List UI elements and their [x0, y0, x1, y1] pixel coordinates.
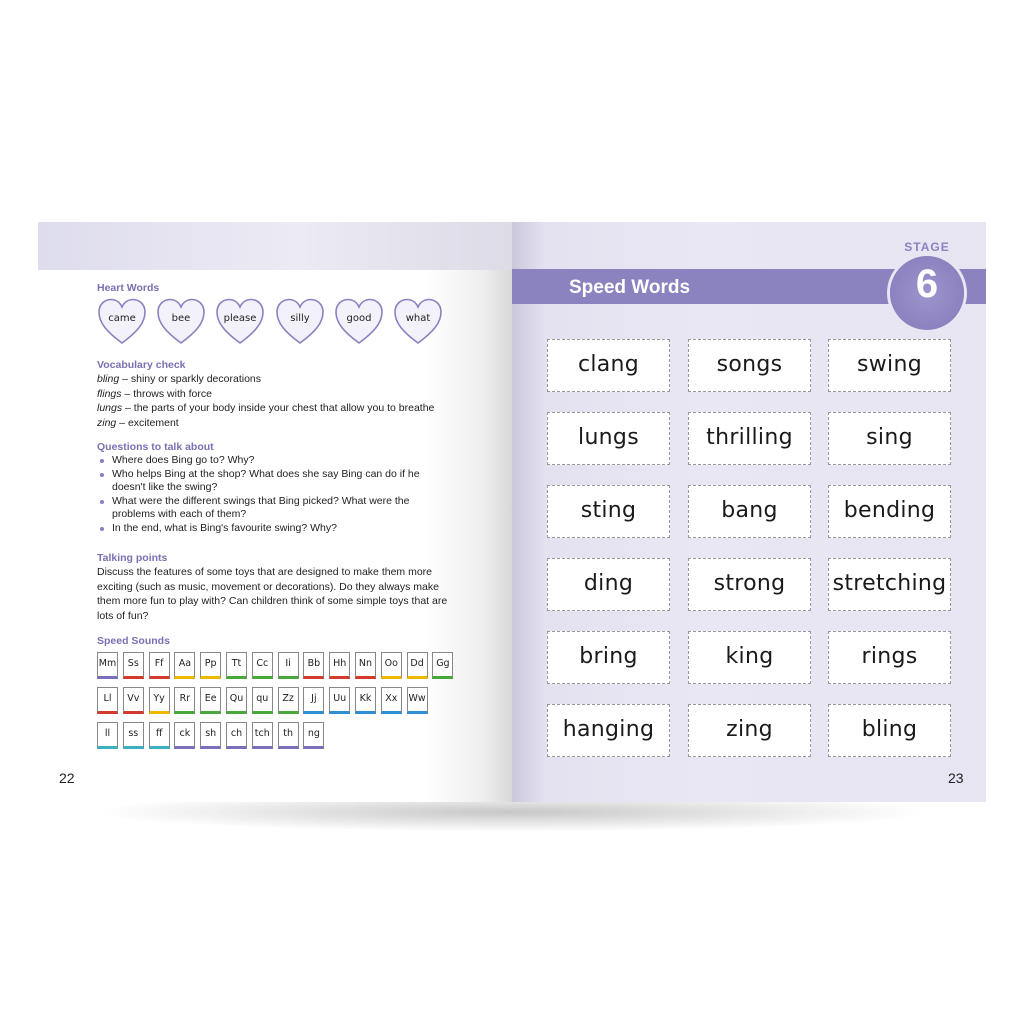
speed-sound-card: Rr: [174, 687, 195, 714]
vocab-item: lungs – the parts of your body inside your chest that allow you to breathe: [97, 402, 435, 414]
speed-sound-card: tch: [252, 722, 273, 749]
page-number-left: 22: [59, 770, 75, 786]
speed-word-card: stretching: [828, 558, 951, 611]
speed-word-card: thrilling: [688, 412, 811, 465]
heart-word-label: good: [346, 313, 372, 324]
speed-sound-card: Nn: [355, 652, 376, 679]
heart-word-label: came: [108, 313, 136, 324]
question-item: What were the different swings that Bing picked? What were the problems with each of them?: [97, 495, 427, 522]
speed-word-card: strong: [688, 558, 811, 611]
speed-sound-card: Ee: [200, 687, 221, 714]
speed-word-card: clang: [547, 339, 670, 392]
heart-word-label: what: [405, 313, 431, 324]
stage-badge: [890, 256, 964, 330]
speed-sound-card: Ss: [123, 652, 144, 679]
questions-heading: Questions to talk about: [97, 441, 214, 453]
speed-sound-card: Yy: [149, 687, 170, 714]
speed-sound-card: Oo: [381, 652, 402, 679]
vocab-item: flings – throws with force: [97, 387, 212, 400]
speed-word-card: king: [688, 631, 811, 684]
questions-list: [97, 454, 427, 535]
heart-word: [156, 298, 206, 346]
speed-word-card: sting: [547, 485, 670, 538]
speed-word-card: hanging: [547, 704, 670, 757]
speed-sound-card: Vv: [123, 687, 144, 714]
stage-number: 6: [915, 262, 939, 306]
heart-word: [275, 298, 325, 346]
heart-word-label: silly: [290, 313, 310, 324]
heart-word: [215, 298, 265, 346]
speed-sound-card: ll: [97, 722, 118, 749]
speed-word-card: zing: [688, 704, 811, 757]
speed-word-card: swing: [828, 339, 951, 392]
vocab-heading: Vocabulary check: [97, 359, 186, 371]
speed-sound-card: th: [278, 722, 299, 749]
speed-sound-card: Mm: [97, 652, 118, 679]
speed-word-card: sing: [828, 412, 951, 465]
speed-sound-card: Ww: [407, 687, 428, 714]
page-number-right: 23: [948, 770, 964, 786]
heart-word: [97, 298, 147, 346]
heart-word-label: please: [223, 313, 257, 324]
speed-sound-card: ch: [226, 722, 247, 749]
speed-sounds-heading: Speed Sounds: [97, 635, 170, 647]
speed-sound-card: Gg: [432, 652, 453, 679]
speed-sound-card: Xx: [381, 687, 402, 714]
question-item: Who helps Bing at the shop? What does she say Bing can do if he doesn't like the swing?: [97, 468, 427, 495]
question-item: Where does Bing go to? Why?: [97, 454, 427, 468]
speed-sound-card: Jj: [303, 687, 324, 714]
speed-word-card: bring: [547, 631, 670, 684]
speed-words-title: Speed Words: [569, 277, 691, 298]
question-item: In the end, what is Bing's favourite swing? Why?: [97, 522, 427, 536]
heart-word: [393, 298, 443, 346]
speed-sound-card: Cc: [252, 652, 273, 679]
speed-sound-card: qu: [252, 687, 273, 714]
vocab-list: [97, 372, 434, 430]
speed-sound-card: Bb: [303, 652, 324, 679]
speed-sound-card: Ff: [149, 652, 170, 679]
speed-sound-card: Ii: [278, 652, 299, 679]
talking-points-heading: Talking points: [97, 552, 168, 564]
vocab-item: zing – excitement: [97, 416, 179, 429]
heart-word-label: bee: [171, 313, 191, 324]
left-page: [38, 222, 512, 802]
speed-sound-card: ss: [123, 722, 144, 749]
speed-sound-card: Qu: [226, 687, 247, 714]
speed-word-card: songs: [688, 339, 811, 392]
speed-sound-card: Kk: [355, 687, 376, 714]
speed-sound-card: Uu: [329, 687, 350, 714]
speed-word-card: bending: [828, 485, 951, 538]
speed-sound-card: sh: [200, 722, 221, 749]
speed-sound-card: Dd: [407, 652, 428, 679]
speed-word-card: rings: [828, 631, 951, 684]
stage-label: STAGE: [904, 240, 950, 254]
vocab-item: bling – shiny or sparkly decorations: [97, 373, 262, 385]
speed-sound-card: ng: [303, 722, 324, 749]
speed-sound-card: Zz: [278, 687, 299, 714]
speed-sound-card: Hh: [329, 652, 350, 679]
heart-word: [334, 298, 384, 346]
speed-word-card: lungs: [547, 412, 670, 465]
speed-sound-card: Ll: [97, 687, 118, 714]
open-book: [38, 222, 986, 802]
talking-points-text: Discuss the features of some toys that are designed to make them more exciting (such as music, movement or decorations). Do they always make them more fun to play with? Can children think of some simple toys that are lots of fun?: [97, 566, 448, 622]
left-page-top-band: [38, 222, 512, 270]
speed-sound-card: Pp: [200, 652, 221, 679]
speed-word-card: ding: [547, 558, 670, 611]
speed-sound-card: ck: [174, 722, 195, 749]
speed-word-card: bling: [828, 704, 951, 757]
speed-sound-card: Tt: [226, 652, 247, 679]
heart-words-heading: Heart Words: [97, 282, 160, 294]
speed-sound-card: Aa: [174, 652, 195, 679]
speed-sound-card: ff: [149, 722, 170, 749]
speed-word-card: bang: [688, 485, 811, 538]
